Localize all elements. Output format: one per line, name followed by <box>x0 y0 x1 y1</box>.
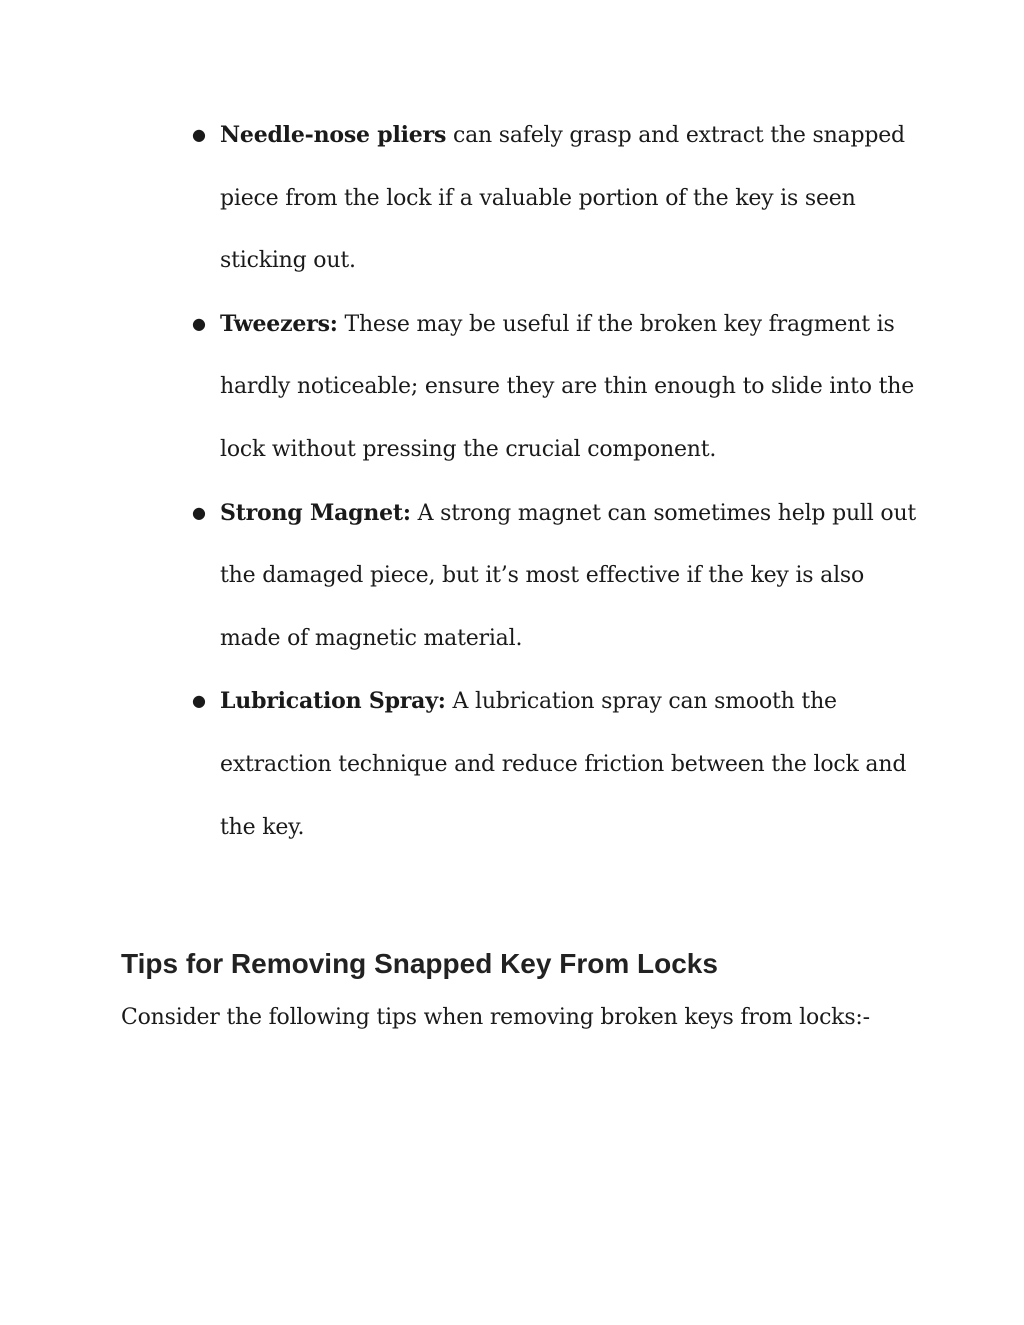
item-term: Needle-nose pliers <box>220 122 447 148</box>
section-intro: Consider the following tips when removing broken keys from locks:- <box>121 1005 870 1030</box>
item-text: These may be useful if the broken key fragment is hardly noticeable; ensure they are thin enough to slide into the lock without pressing the crucial component. <box>220 311 915 462</box>
item-term: Lubrication Spray: <box>220 688 446 715</box>
bullet-icon: ● <box>192 502 206 522</box>
list-item <box>190 104 920 293</box>
item-term: Tweezers: <box>220 310 338 337</box>
bullet-icon: ● <box>192 125 206 144</box>
list-item <box>190 293 920 482</box>
list-item <box>190 482 920 671</box>
bullet-icon: ● <box>192 313 206 333</box>
item-term: Strong Magnet: <box>220 499 411 526</box>
list-item <box>190 670 920 859</box>
item-text: can safely grasp and extract the snapped piece from the lock if a valuable portion of the key is seen sticking out. <box>220 123 905 274</box>
tool-list <box>190 104 920 859</box>
section-heading: Tips for Removing Snapped Key From Locks <box>121 948 718 979</box>
item-text: A strong magnet can sometimes help pull out the damaged piece, but it’s most effective if the key is also made of magnetic material. <box>220 500 917 651</box>
item-text: A lubrication spray can smooth the extraction technique and reduce friction between the lock and the key. <box>220 689 907 840</box>
bullet-icon: ● <box>192 691 206 711</box>
